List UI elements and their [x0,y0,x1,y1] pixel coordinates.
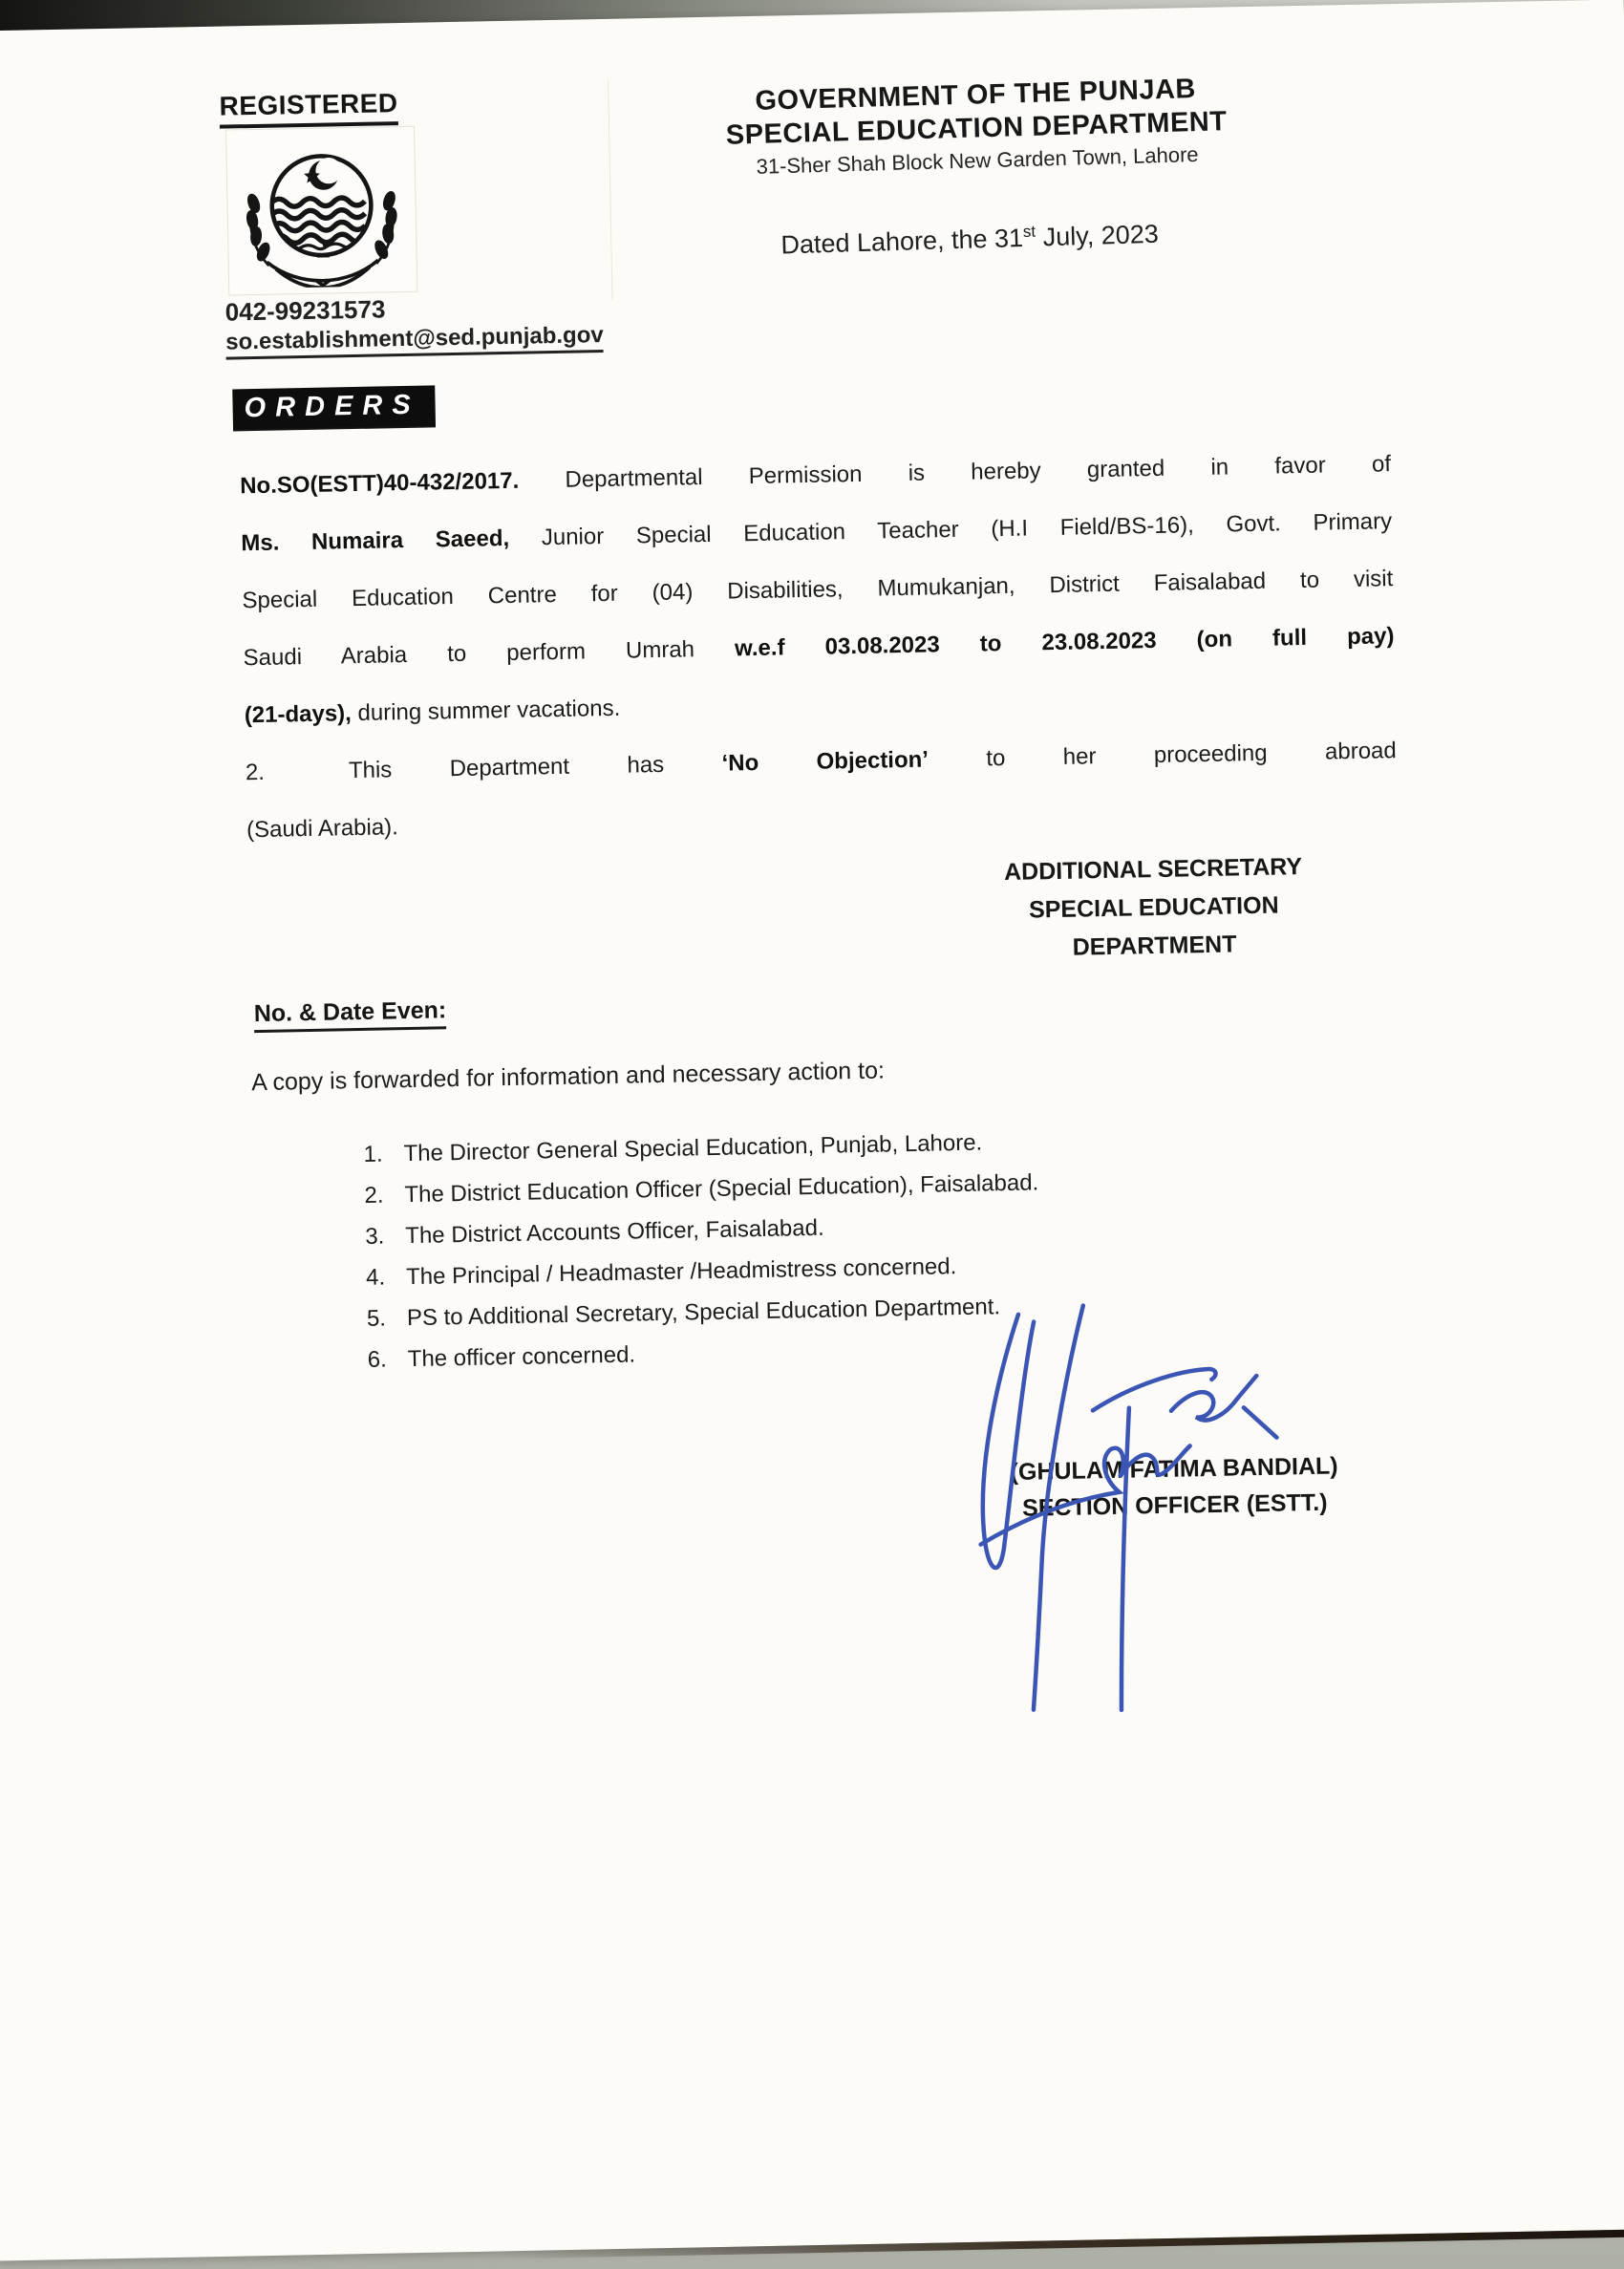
letter-date [780,219,1159,261]
date-ordinal-suffix: st [1022,222,1036,241]
authority-line-1: ADDITIONAL SECRETARY [1003,853,1303,887]
cc-item-text: PS to Additional Secretary, Special Education Department. [406,1294,1001,1332]
cc-item-text: The District Accounts Officer, Faisalabad. [405,1214,824,1250]
letterhead [641,70,1313,185]
body-text: 2. [245,759,266,786]
cc-item-number: 5. [366,1305,387,1332]
body-text: Special Education Centre for (04) Disabilities, Mumukanjan, District Faisalabad to visit [242,566,1394,614]
cc-item-text: The Director General Special Education, Punjab, Lahore. [403,1129,983,1167]
body-text-bold: No.SO(ESTT)40-432/2017. [239,467,520,500]
body-text-bold: Ms. Numaira Saeed, [241,524,510,557]
body-text: during summer vacations. [351,695,621,727]
cc-item-number: 2. [364,1182,384,1209]
logo-frame [225,126,417,296]
copy-forwarded-line: A copy is forwarded for information and necessary action to: [250,1057,886,1097]
cc-item-text: The officer concerned. [407,1341,636,1373]
issuing-authority-block [962,846,1346,969]
cc-item-number: 6. [367,1346,388,1373]
order-body-text [240,436,1399,859]
number-date-even-heading: No. & Date Even: [254,996,447,1033]
body-text: Junior Special Education Teacher (H.I Field/BS-16), Govt. Primary [508,508,1393,551]
body-text-bold: (21-days), [244,700,353,729]
letterhead-address: 31-Sher Shah Block New Garden Town, Lahore [756,141,1199,179]
letterhead-department-line: SPECIAL EDUCATION DEPARTMENT [725,106,1228,151]
cc-item-number: 1. [363,1141,383,1167]
body-text: (Saudi Arabia). [246,814,399,844]
body-text: Saudi Arabia to perform Umrah [243,635,736,672]
handwritten-signature [913,1292,1303,1720]
punjab-government-crest-logo [233,133,410,289]
signer-title: SECTION OFFICER (ESTT.) [1021,1488,1328,1522]
office-email: so.establishment@sed.punjab.gov [225,322,604,360]
cc-item-number: 4. [365,1264,386,1291]
cc-item-number: 3. [365,1223,385,1250]
body-text: This Department has [348,750,722,784]
body-text-bold: ‘No Objection’ [721,746,930,777]
authority-line-3: DEPARTMENT [1072,931,1237,961]
cc-item-text: The District Education Officer (Special Education), Faisalabad. [404,1169,1039,1209]
orders-heading-underline [232,389,436,431]
tab-space [265,778,349,780]
body-text: to her proceeding abroad [928,738,1397,773]
body-text: Departmental Permission is hereby granted in favor of [519,451,1392,494]
body-text-bold: w.e.f 03.08.2023 to 23.08.2023 (on full pay) [734,623,1395,662]
letterhead-government-line: GOVERNMENT OF THE PUNJAB [755,74,1197,117]
paper-crease [608,80,612,300]
cc-item-text: The Principal / Headmaster /Headmistress concerned. [405,1253,957,1291]
crest-ribbon [267,260,379,289]
registered-label: REGISTERED [219,88,398,129]
authority-line-2: SPECIAL EDUCATION [1028,891,1279,924]
signer-name: (GHULAM FATIMA BANDIAL) [1010,1452,1338,1487]
date-prefix: Dated Lahore, the 31 [780,223,1024,260]
office-phone-number: 042-99231573 [224,294,386,327]
orders-heading: ORDERS [232,385,436,429]
date-suffix: July, 2023 [1035,219,1160,252]
